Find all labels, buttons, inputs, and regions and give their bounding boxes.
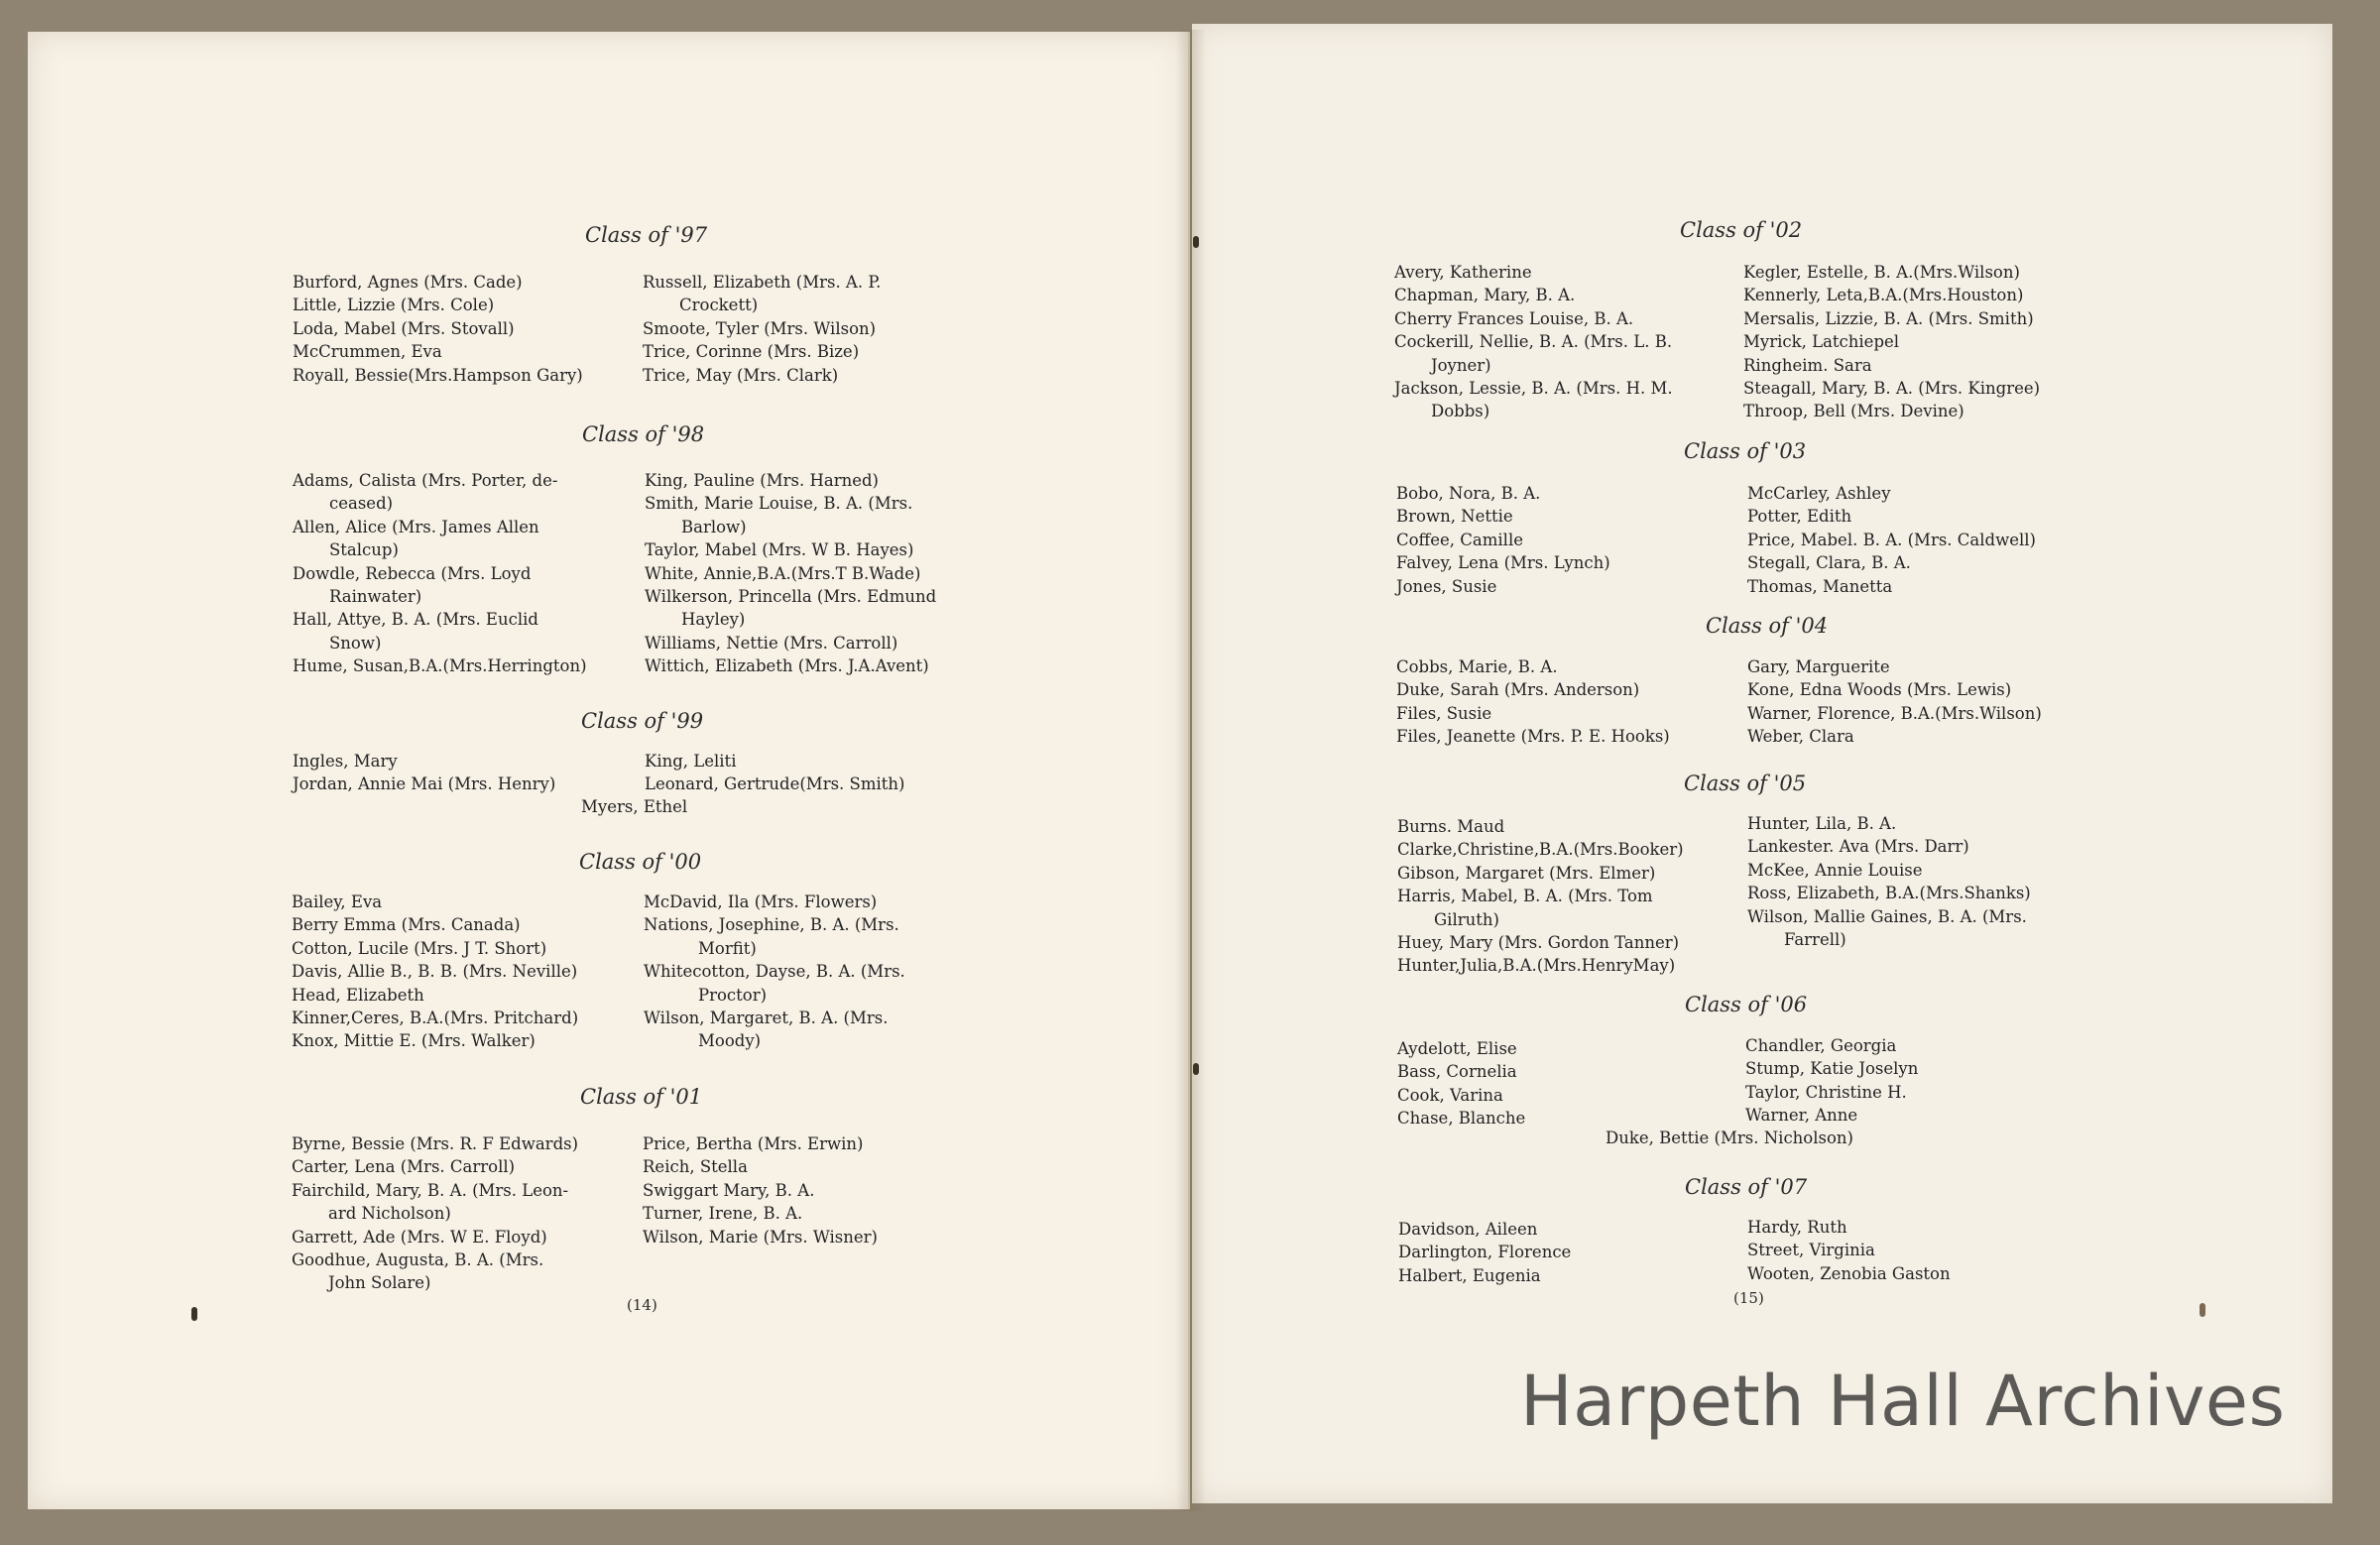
list-item: Thomas, Manetta [1747,576,1893,596]
list-item: Knox, Mittie E. (Mrs. Walker) [292,1031,536,1051]
name-column-left [292,1132,578,1295]
list-item: Kennerly, Leta,B.A.(Mrs.Houston) [1743,286,2024,305]
section-heading: Class of '02 [1680,218,1803,242]
list-item: Snow) [329,633,382,653]
list-item: Dobbs) [1431,402,1490,421]
archive-watermark: Harpeth Hall Archives [1520,1361,2286,1442]
list-item: Lankester. Ava (Mrs. Darr) [1747,837,1969,857]
name-column-right [645,469,936,678]
list-item: Smoote, Tyler (Mrs. Wilson) [643,318,877,338]
list-item: Royall, Bessie(Mrs.Hampson Gary) [293,365,583,385]
list-item: Head, Elizabeth [292,985,424,1005]
list-item: John Solare) [328,1273,431,1293]
list-item: Joyner) [1431,355,1491,375]
list-item: Ringheim. Sara [1743,355,1872,375]
list-item: Cotton, Lucile (Mrs. J T. Short) [292,938,547,958]
list-item: Taylor, Christine H. [1745,1082,1907,1102]
list-item: Wilson, Mallie Gaines, B. A. (Mrs. [1747,906,2027,926]
list-item: Potter, Edith [1747,507,1852,527]
list-item: Russell, Elizabeth (Mrs. A. P. [643,273,882,292]
list-item: Davis, Allie B., B. B. (Mrs. Neville) [292,962,578,982]
list-item: Stalcup) [329,540,399,560]
list-item: Clarke,Christine,B.A.(Mrs.Booker) [1397,840,1684,860]
list-item: Morfit) [698,938,757,958]
list-item: Cockerill, Nellie, B. A. (Mrs. L. B. [1394,332,1673,352]
list-item: Bailey, Eva [292,892,383,911]
list-item: ceased) [329,494,394,514]
list-item: Wilson, Margaret, B. A. (Mrs. [644,1009,889,1028]
section-heading: Class of '07 [1685,1175,1808,1199]
name-column-left [293,469,587,678]
list-item: Kegler, Estelle, B. A.(Mrs.Wilson) [1743,263,2020,282]
list-item: Moody) [698,1031,762,1051]
list-item: Avery, Katherine [1394,263,1532,282]
list-item: Allen, Alice (Mrs. James Allen [293,517,539,536]
section-heading: Class of '98 [582,422,705,446]
list-item: Barlow) [681,517,747,536]
list-item: Price, Mabel. B. A. (Mrs. Caldwell) [1747,530,2036,549]
list-item: Wittich, Elizabeth (Mrs. J.A.Avent) [645,656,929,676]
list-item: Falvey, Lena (Mrs. Lynch) [1396,553,1610,573]
list-item: Ross, Elizabeth, B.A.(Mrs.Shanks) [1747,884,2031,903]
section-heading: Class of '04 [1706,614,1829,638]
list-item: Wilson, Marie (Mrs. Wisner) [643,1227,878,1247]
list-item: Weber, Clara [1747,727,1854,747]
page-number: (15) [1733,1289,1764,1307]
list-item: Davidson, Aileen [1398,1220,1538,1239]
list-item: Nations, Josephine, B. A. (Mrs. [644,915,899,935]
list-item: Hayley) [681,610,746,630]
list-item: Trice, May (Mrs. Clark) [643,365,839,385]
list-item: Turner, Irene, B. A. [643,1204,803,1224]
name-column-left [1397,1037,1525,1130]
name-column-left [293,271,583,387]
list-item: Taylor, Mabel (Mrs. W B. Hayes) [645,540,914,560]
list-item: Duke, Sarah (Mrs. Anderson) [1396,680,1640,700]
list-item: Whitecotton, Dayse, B. A. (Mrs. [644,962,905,982]
list-item: Halbert, Eugenia [1398,1265,1541,1285]
name-column-right [643,1132,878,1248]
list-item: Cobbs, Marie, B. A. [1396,657,1558,676]
list-item: Files, Jeanette (Mrs. P. E. Hooks) [1396,727,1670,747]
section-heading: Class of '05 [1684,772,1807,795]
list-item: Swiggart Mary, B. A. [643,1180,815,1200]
book-gutter [1176,30,1206,1511]
list-item: Mersalis, Lizzie, B. A. (Mrs. Smith) [1743,308,2034,328]
section-heading: Class of '99 [581,709,704,733]
list-item: McCrummen, Eva [293,342,442,362]
list-item: Hunter,Julia,B.A.(Mrs.HenryMay) [1397,956,1676,976]
list-item: Dowdle, Rebecca (Mrs. Loyd [293,563,532,583]
list-item: Kone, Edna Woods (Mrs. Lewis) [1747,680,2012,700]
list-item: Warner, Anne [1745,1106,1858,1126]
list-item: Burns. Maud [1397,817,1505,836]
list-item: Berry Emma (Mrs. Canada) [292,915,521,935]
name-column-right [1745,1034,1918,1128]
section-heading: Class of '01 [580,1085,703,1109]
list-item: McKee, Annie Louise [1747,860,1923,880]
centered-entry: Myers, Ethel [581,797,688,816]
list-item: Proctor) [698,985,768,1005]
list-item: Bobo, Nora, B. A. [1396,484,1541,503]
list-item: White, Annie,B.A.(Mrs.T B.Wade) [645,563,921,583]
list-item: Stegall, Clara, B. A. [1747,553,1911,573]
name-column-left [292,891,578,1053]
name-column-left [293,750,555,796]
list-item: King, Leliti [645,752,737,771]
list-item: Warner, Florence, B.A.(Mrs.Wilson) [1747,703,2042,723]
list-item: Steagall, Mary, B. A. (Mrs. Kingree) [1743,379,2041,399]
name-column-left [1398,1218,1571,1287]
list-item: Price, Bertha (Mrs. Erwin) [643,1134,864,1153]
list-item: Crockett) [679,296,759,315]
list-item: Kinner,Ceres, B.A.(Mrs. Pritchard) [292,1009,579,1028]
list-item: Bass, Cornelia [1397,1062,1517,1082]
paper-speck [2200,1303,2205,1317]
list-item: Trice, Corinne (Mrs. Bize) [643,342,860,362]
list-item: Wilkerson, Princella (Mrs. Edmund [645,587,937,607]
list-item: Jones, Susie [1396,576,1497,596]
list-item: Williams, Nettie (Mrs. Carroll) [645,633,898,653]
list-item: Hunter, Lila, B. A. [1747,814,1897,833]
list-item: Cook, Varina [1397,1085,1503,1105]
list-item: Chase, Blanche [1397,1109,1526,1129]
list-item: Hardy, Ruth [1747,1218,1847,1237]
list-item: Smith, Marie Louise, B. A. (Mrs. [645,494,913,514]
list-item: Rainwater) [329,587,422,607]
name-column-right [1747,482,2036,598]
list-item: Gibson, Margaret (Mrs. Elmer) [1397,863,1656,883]
list-item: Cherry Frances Louise, B. A. [1394,308,1634,328]
list-item: Loda, Mabel (Mrs. Stovall) [293,318,515,338]
list-item: Goodhue, Augusta, B. A. (Mrs. [292,1250,544,1270]
list-item: Burford, Agnes (Mrs. Cade) [293,273,523,292]
list-item: Leonard, Gertrude(Mrs. Smith) [645,774,905,794]
list-item: Byrne, Bessie (Mrs. R. F Edwards) [292,1134,579,1153]
list-item: Chandler, Georgia [1745,1036,1897,1055]
list-item: Reich, Stella [643,1157,748,1177]
section-heading: Class of '03 [1684,439,1807,463]
name-column-right [643,271,881,387]
list-item: Brown, Nettie [1396,507,1513,527]
list-item: Gilruth) [1434,909,1499,929]
page-number: (14) [627,1296,657,1314]
list-item: ard Nicholson) [328,1204,451,1224]
list-item: Throop, Bell (Mrs. Devine) [1743,402,1964,421]
centered-entry: Duke, Bettie (Mrs. Nicholson) [1606,1129,1853,1147]
list-item: McCarley, Ashley [1747,484,1891,503]
list-item: Chapman, Mary, B. A. [1394,286,1576,305]
paper-speck [1193,1063,1199,1075]
name-column-right [1743,261,2040,423]
name-column-right [645,750,904,796]
section-heading: Class of '00 [579,850,702,874]
list-item: Harris, Mabel, B. A. (Mrs. Tom [1397,887,1653,906]
list-item: Darlington, Florence [1398,1243,1572,1262]
left-page [28,32,1190,1509]
name-column-left [1396,655,1670,749]
list-item: Wooten, Zenobia Gaston [1747,1263,1951,1283]
list-item: Aydelott, Elise [1397,1039,1517,1058]
name-column-right [1747,655,2042,749]
list-item: Jackson, Lessie, B. A. (Mrs. H. M. [1394,379,1673,399]
list-item: Hume, Susan,B.A.(Mrs.Herrington) [293,656,587,676]
name-column-right [1747,1216,1951,1285]
name-column-right [1747,812,2031,951]
list-item: Hall, Attye, B. A. (Mrs. Euclid [293,610,538,630]
list-item: Adams, Calista (Mrs. Porter, de- [293,471,558,490]
list-item: McDavid, Ila (Mrs. Flowers) [644,892,878,911]
list-item: Gary, Marguerite [1747,657,1890,676]
list-item: Files, Susie [1396,703,1492,723]
list-item: Ingles, Mary [293,752,398,771]
list-item: Street, Virginia [1747,1241,1875,1260]
name-column-left [1396,482,1610,598]
list-item: Myrick, Latchiepel [1743,332,1900,352]
list-item: Little, Lizzie (Mrs. Cole) [293,296,495,315]
paper-speck [191,1307,197,1321]
list-item: Garrett, Ade (Mrs. W E. Floyd) [292,1227,547,1247]
list-item: Coffee, Camille [1396,530,1524,549]
list-item: Huey, Mary (Mrs. Gordon Tanner) [1397,933,1680,953]
paper-speck [1193,236,1199,248]
list-item: Farrell) [1784,930,1846,950]
name-column-right [644,891,905,1053]
name-column-left [1397,815,1684,978]
name-column-left [1394,261,1673,423]
list-item: Jordan, Annie Mai (Mrs. Henry) [293,774,556,794]
list-item: Stump, Katie Joselyn [1745,1059,1919,1079]
section-heading: Class of '97 [585,223,708,247]
list-item: Fairchild, Mary, B. A. (Mrs. Leon- [292,1180,569,1200]
section-heading: Class of '06 [1685,993,1808,1016]
list-item: Carter, Lena (Mrs. Carroll) [292,1157,516,1177]
list-item: King, Pauline (Mrs. Harned) [645,471,879,490]
